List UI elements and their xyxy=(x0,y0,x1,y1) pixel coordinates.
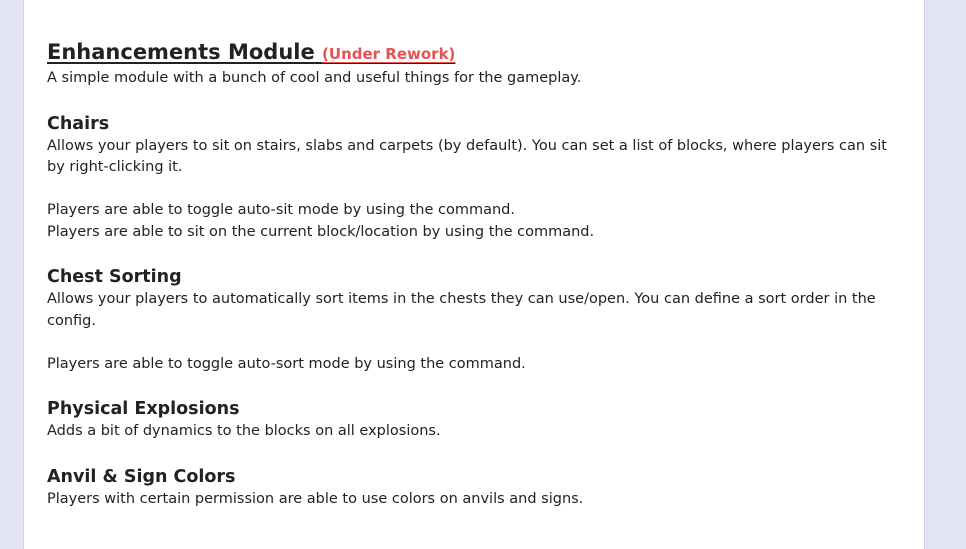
section-paragraph: Adds a bit of dynamics to the blocks on all explosions. xyxy=(47,423,441,439)
section-title: Physical Explosions xyxy=(47,399,240,419)
rework-tag: (Under Rework) xyxy=(322,45,456,63)
section-anvil-sign-colors xyxy=(47,465,897,511)
module-description: A simple module with a bunch of cool and useful things for the gameplay. xyxy=(47,70,582,86)
section-paragraph: Players are able to toggle auto-sit mode by using the command. xyxy=(47,202,515,218)
content-panel xyxy=(23,0,925,549)
section-title: Chest Sorting xyxy=(47,267,182,287)
section-chest-sorting xyxy=(47,265,897,375)
page-title xyxy=(47,38,897,68)
section-paragraph: Allows your players to sit on stairs, slabs and carpets (by default). You can set a list of blocks, where players can sit by right-clicking it. xyxy=(47,137,887,175)
section-paragraph: Players with certain permission are able to use colors on anvils and signs. xyxy=(47,490,584,507)
title-text: Enhancements Module xyxy=(47,40,315,64)
section-chairs xyxy=(47,112,897,244)
section-physical-explosions xyxy=(47,397,897,443)
section-paragraph: Players are able to toggle auto-sort mode by using the command. xyxy=(47,355,526,372)
section-title: Anvil & Sign Colors xyxy=(47,466,236,487)
section-paragraph: Allows your players to automatically sort items in the chests they can use/open. You can define a sort order in the config. xyxy=(47,291,876,329)
section-title: Chairs xyxy=(47,113,110,134)
article xyxy=(47,38,897,510)
section-paragraph: Players are able to sit on the current block/location by using the command. xyxy=(47,223,595,240)
